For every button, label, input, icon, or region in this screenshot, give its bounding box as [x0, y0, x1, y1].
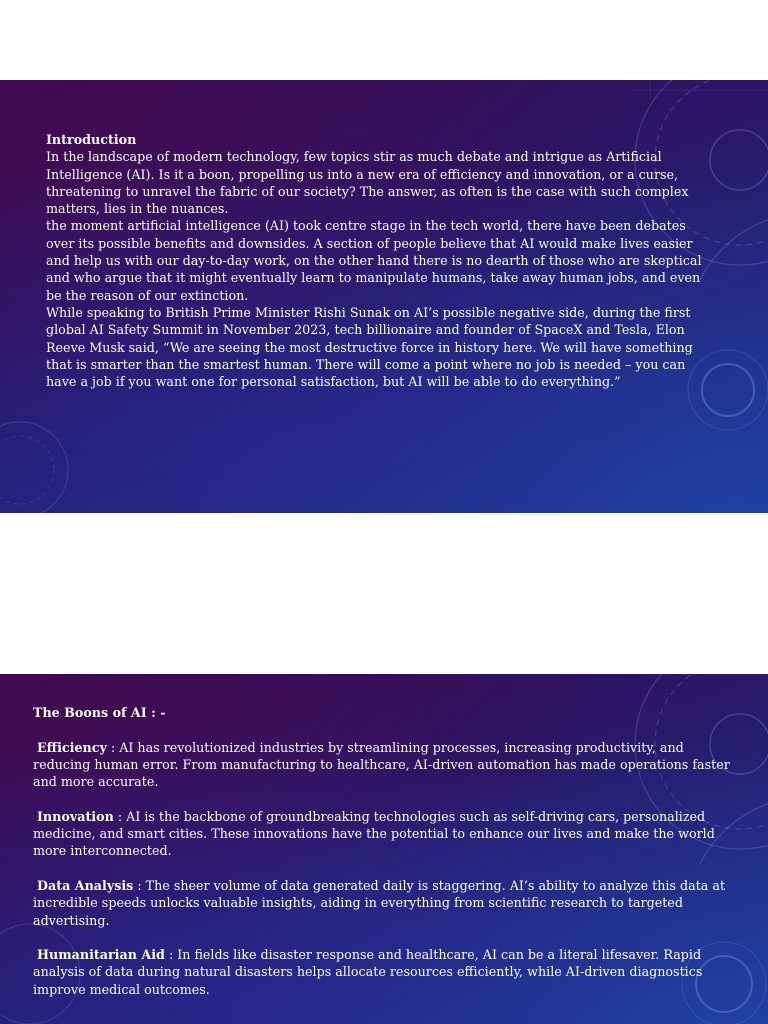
introduction-heading: Introduction: [46, 132, 137, 147]
introduction-paragraph-3: While speaking to British Prime Minister Rishi Sunak on AI’s possible negative side, during the first global AI Safety Summit in November 2023, tech billionaire and founder of SpaceX and Tesla, Elon Reeve Musk said, “We are seeing the most destructive force in history here. We will have something that is smarter than the smartest human. There will come a point where no job is needed – you can have a job if you want one for personal satisfaction, but AI will be able to do everything.”: [46, 304, 693, 390]
boon-term: Innovation: [37, 808, 114, 824]
boons-heading: The Boons of AI : -: [33, 705, 166, 720]
boon-description: : The sheer volume of data generated daily is staggering. AI’s ability to analyze this data at incredible speeds unlocks valuable insights, aiding in everything from scientific research to targeted advertising.: [33, 877, 726, 928]
boon-item-innovation: [33, 808, 735, 860]
introduction-paragraph-1: In the landscape of modern technology, few topics stir as much debate and intrigue as Artificial Intelligence (AI). Is it a boon, propelling us into a new era of efficiency and innovation, or a curse, threatening to unravel the fabric of our society? The answer, as often is the case with such complex matters, lies in the nuances.: [46, 149, 689, 217]
boon-item-efficiency: [33, 739, 735, 791]
introduction-text-block: [46, 131, 716, 390]
boon-term: Data Analysis: [37, 877, 134, 893]
boon-description: : In fields like disaster response and healthcare, AI can be a literal lifesaver. Rapid analysis of data during natural disasters helps allocate resources efficiently, while AI-driven diagnostics improve medical outcomes.: [33, 947, 703, 997]
heading-spacer: [33, 721, 735, 738]
boon-description: : AI is the backbone of groundbreaking technologies such as self-driving cars, personalized medicine, and smart cities. These innovations have the potential to enhance our lives and make the world more interconnected.: [33, 808, 715, 859]
boons-of-ai-slide: [0, 674, 768, 1024]
boons-text-block: [33, 704, 735, 1015]
boon-term: Humanitarian Aid: [37, 947, 165, 963]
boon-term: Efficiency: [37, 739, 107, 755]
boon-item-data-analysis: [33, 877, 735, 929]
introduction-slide: [0, 80, 768, 513]
boon-description: : AI has revolutionized industries by streamlining processes, increasing productivity, and reducing human error. From manufacturing to healthcare, AI-driven automation has made operations faster and more accurate.: [33, 739, 730, 790]
boon-item-humanitarian-aid: [33, 946, 735, 998]
introduction-paragraph-2: the moment artificial intelligence (AI) took centre stage in the tech world, there have been debates over its possible benefits and downsides. A section of people believe that AI would make lives easier and help us with our day-to-day work, on the other hand there is no dearth of those who are skeptical and who argue that it might eventually learn to manipulate humans, take away human jobs, and even be the reason of our extinction.: [46, 218, 702, 303]
